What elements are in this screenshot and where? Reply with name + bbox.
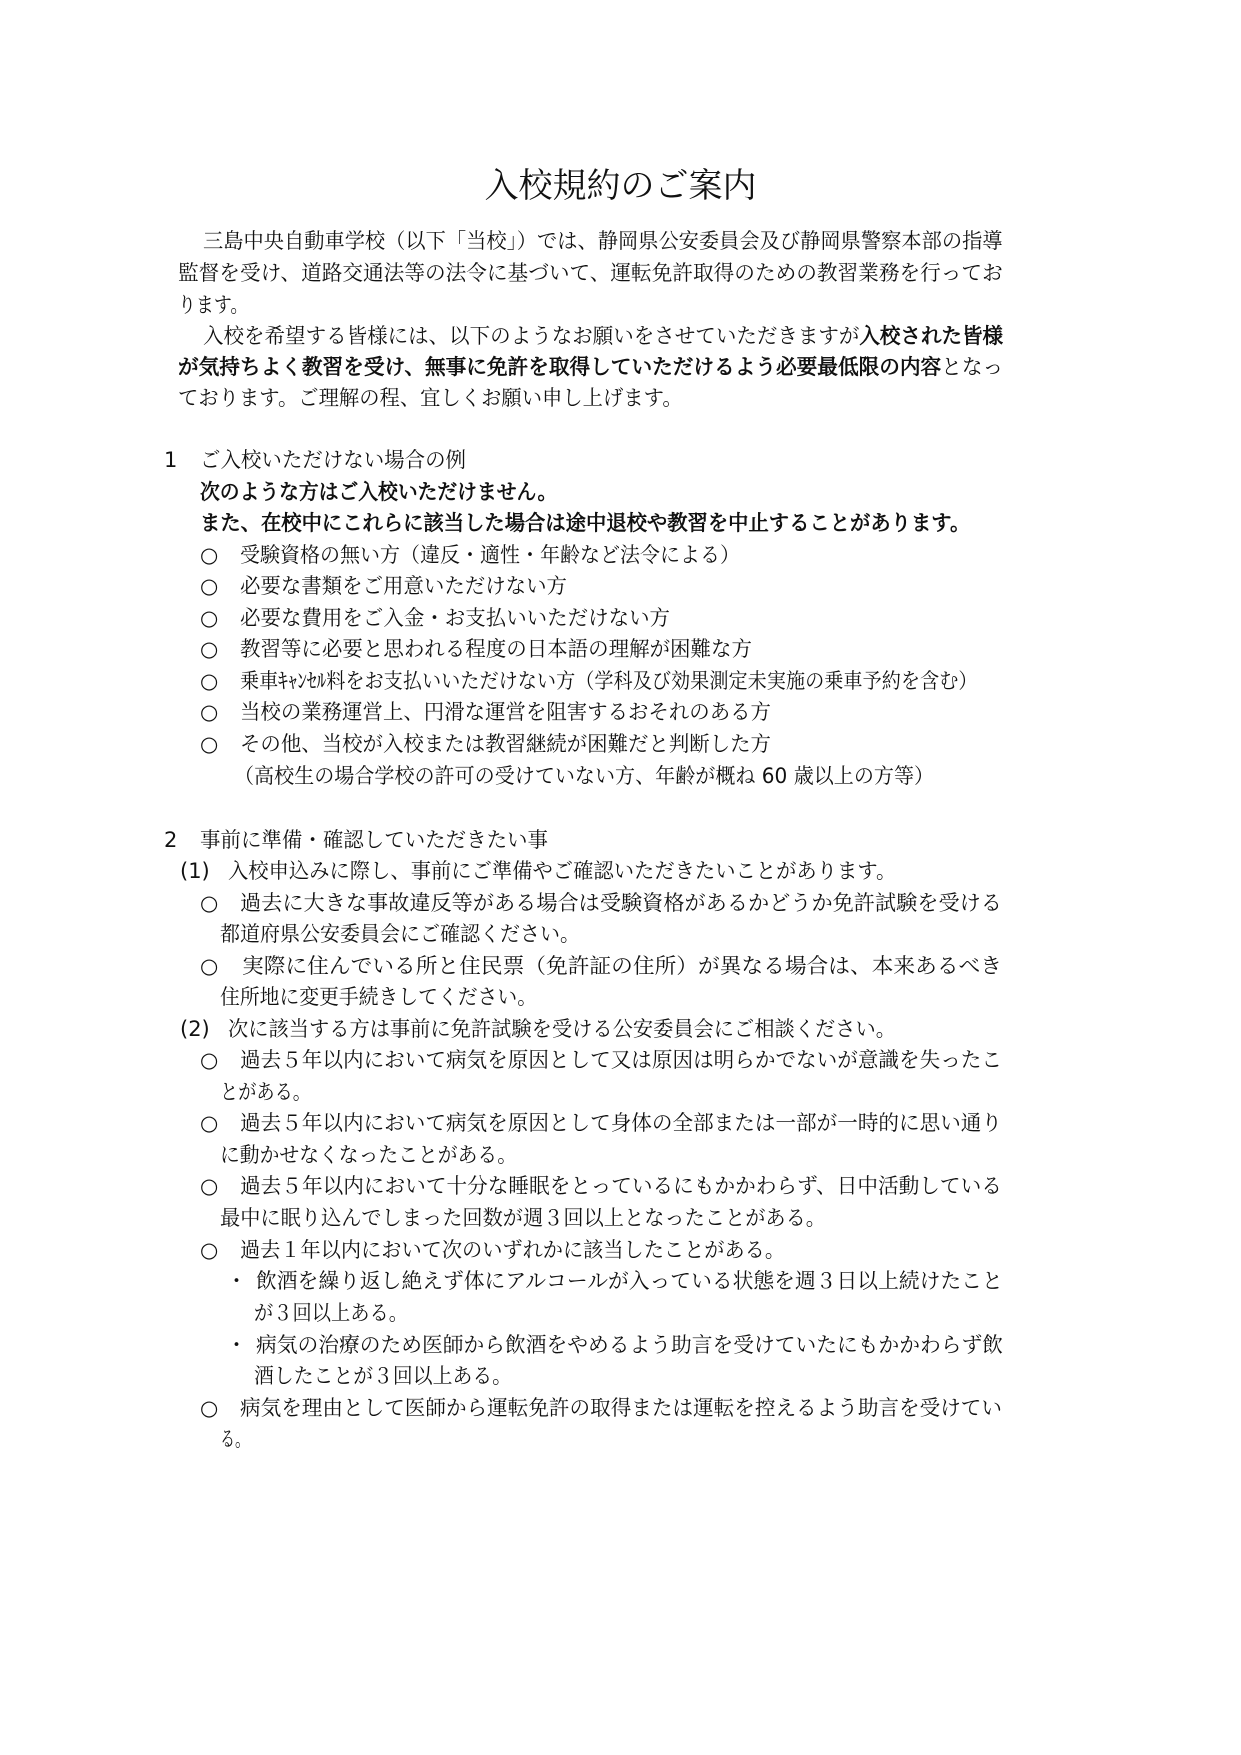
bullet-circle: ○ — [200, 1238, 219, 1262]
list-item-note: （高校生の場合学校の許可の受けていない方、年齢が概ね 60 歳以上の方等） — [234, 764, 935, 788]
list-item: 当校の業務運営上、円滑な運営を阻害するおそれのある方 — [240, 700, 771, 724]
list-item: 病気を理由として医師から運転免許の取得または運転を控えるよう助言を受けてい — [240, 1396, 1003, 1420]
intro-plain-text: 入校を希望する皆様には、以下のようなお願いをさせていただきますが — [203, 324, 860, 348]
bullet-circle: ○ — [200, 574, 219, 598]
bullet-circle: ○ — [200, 1048, 219, 1072]
intro-line: 監督を受け、道路交通法等の法令に基づいて、運転免許取得のための教習業務を行ってお — [178, 261, 1003, 285]
bullet-circle: ○ — [200, 700, 219, 724]
list-item: 必要な書類をご用意いただけない方 — [240, 574, 567, 598]
intro-line: ております。ご理解の程、宜しくお願い申し上げます。 — [178, 386, 683, 410]
section-bold-note: また、在校中にこれらに該当した場合は途中退校や教習を中止することがあります。 — [200, 511, 971, 535]
subsection-label: (2) — [180, 1017, 210, 1041]
bullet-dot: ・ — [226, 1333, 247, 1357]
sub-list-item-cont: 酒したことが３回以上ある。 — [254, 1364, 513, 1388]
list-item: 乗車ｷｬﾝｾﾙ料をお支払いいただけない方（学科及び効果測定未実施の乗車予約を含む） — [240, 669, 978, 693]
section-number: 1 — [164, 448, 178, 472]
list-item: 過去５年以内において病気を原因として身体の全部または一部が一時的に思い通り — [240, 1111, 1003, 1135]
section-heading: 事前に準備・確認していただきたい事 — [200, 828, 549, 852]
section-bold-note: 次のような方はご入校いただけません。 — [200, 480, 558, 504]
list-item-cont: とがある。 — [220, 1080, 312, 1104]
list-item: 教習等に必要と思われる程度の日本語の理解が困難な方 — [240, 637, 752, 661]
bullet-circle: ○ — [200, 543, 219, 567]
page-title: 入校規約のご案内 — [484, 166, 757, 206]
list-item: 過去１年以内において次のいずれかに該当したことがある。 — [240, 1238, 786, 1262]
bullet-circle: ○ — [200, 1396, 219, 1420]
bullet-circle: ○ — [200, 1174, 219, 1198]
bullet-circle: ○ — [200, 669, 219, 693]
list-item: 実際に住んでいる所と住民票（免許証の住所）が異なる場合は、本来あるべき — [242, 954, 1002, 978]
list-item-cont: 住所地に変更手続きしてください。 — [220, 985, 538, 1009]
intro-bold-text: 入校された皆様 — [859, 324, 1003, 348]
subsection-label: (1) — [180, 859, 210, 883]
list-item: 過去に大きな事故違反等がある場合は受験資格があるかどうか免許試験を受ける — [240, 891, 1002, 915]
list-item: 必要な費用をご入金・お支払いいただけない方 — [240, 606, 671, 630]
section-heading: ご入校いただけない場合の例 — [200, 448, 467, 472]
bullet-dot: ・ — [226, 1269, 247, 1293]
sub-list-item: 病気の治療のため医師から飲酒をやめるよう助言を受けていたにもかかわらず飲 — [256, 1333, 1004, 1357]
bullet-circle: ○ — [200, 891, 219, 915]
bullet-circle: ○ — [200, 1111, 219, 1135]
bullet-circle: ○ — [200, 637, 219, 661]
list-item: 受験資格の無い方（違反・適性・年齢など法令による） — [240, 543, 741, 567]
list-item-cont: に動かせなくなったことがある。 — [220, 1143, 518, 1167]
bullet-circle: ○ — [200, 732, 219, 756]
subsection-text: 入校申込みに際し、事前にご準備やご確認いただきたいことがあります。 — [228, 859, 897, 883]
subsection-text: 次に該当する方は事前に免許試験を受ける公安委員会にご相談ください。 — [228, 1017, 896, 1041]
list-item-cont: 都道府県公安委員会にご確認ください。 — [220, 922, 581, 946]
bullet-circle: ○ — [200, 954, 219, 978]
intro-bold-text: が気持ちよく教習を受け、無事に免許を取得していただけるよう必要最低限の内容 — [178, 355, 942, 379]
list-item-cont: る。 — [220, 1427, 251, 1451]
sub-list-item: 飲酒を繰り返し絶えず体にアルコールが入っている状態を週３日以上続けたこと — [256, 1269, 1003, 1293]
intro-line-mixed — [178, 352, 1003, 382]
intro-line: 三島中央自動車学校（以下「当校」）では、静岡県公安委員会及び静岡県警察本部の指導 — [203, 229, 1003, 253]
sub-list-item-cont: が３回以上ある。 — [254, 1301, 409, 1325]
intro-plain-text: となっ — [941, 355, 1004, 379]
intro-line-mixed — [203, 321, 1003, 351]
section-number: 2 — [164, 828, 178, 852]
intro-line: ります。 — [178, 293, 249, 317]
list-item-cont: 最中に眠り込んでしまった回数が週３回以上となったことがある。 — [220, 1206, 826, 1230]
list-item: その他、当校が入校または教習継続が困難だと判断した方 — [240, 732, 771, 756]
list-item: 過去５年以内において十分な睡眠をとっているにもかかわらず、日中活動している — [240, 1174, 1002, 1198]
list-item: 過去５年以内において病気を原因として又は原因は明らかでないが意識を失ったこ — [240, 1048, 1003, 1072]
bullet-circle: ○ — [200, 606, 219, 630]
